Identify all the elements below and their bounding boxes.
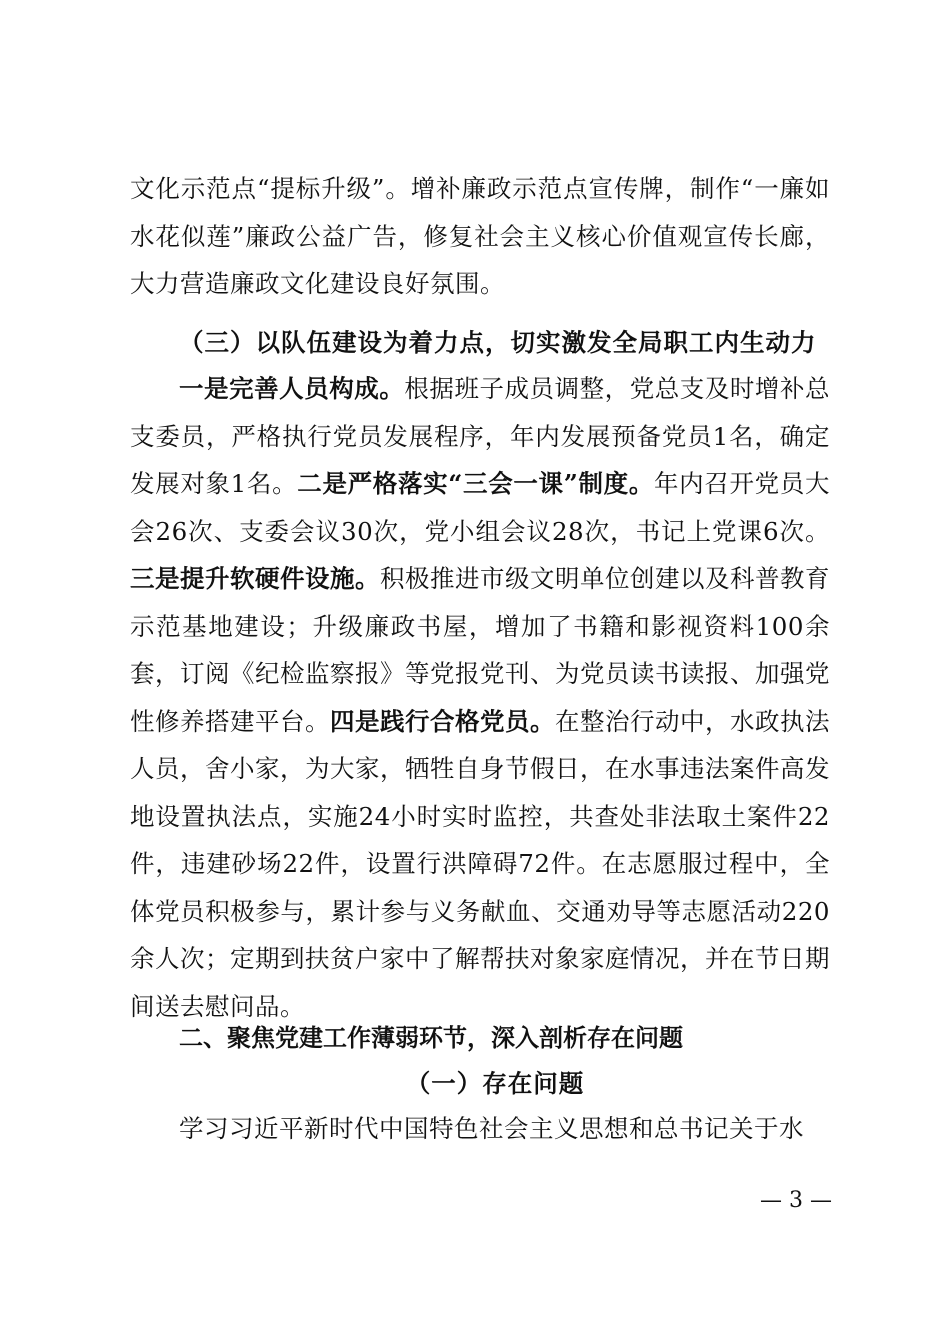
- paragraph-text-3: 积极推进市级文明单位创建以及科普教育示范基地建设；升级廉政书屋，增加了书籍和影视资料100余套，订阅《纪检监察报》等党报党刊、为党员读书读报、加强党性修养搭建平台。: [130, 564, 830, 736]
- paragraph-text: 文化示范点“提标升级”。增补廉政示范点宣传牌，制作“一廉如水花似莲”廉政公益广告，修复社会主义核心价值观宣传长廊，大力营造廉政文化建设良好氛围。: [130, 174, 830, 298]
- paragraph-text: 学习习近平新时代中国特色社会主义思想和总书记关于水: [179, 1114, 804, 1143]
- keyword-phrase-3: 三是提升软硬件设施。: [130, 564, 380, 593]
- section-heading-2: 二、聚焦党建工作薄弱环节，深入剖析存在问题: [179, 1024, 683, 1052]
- section-subheading-3: （三）以队伍建设为着力点，切实激发全局职工内生动力: [179, 328, 817, 357]
- paragraph-existing-problems: [130, 1105, 830, 1153]
- paragraph-body: [130, 365, 830, 1030]
- page-number: — 3 —: [760, 1188, 832, 1213]
- keyword-phrase-4: 四是践行合格党员。: [330, 706, 555, 736]
- paragraph-text-1: 根据班子成员调整，党总支及时增补总支委员，严格执行党员发展程序，年内发展预备党员1名，确定发展对象1名。: [130, 374, 830, 498]
- paragraph-text-4: 在整治行动中，水政执法人员，舍小家，为大家，牺牲自身节假日，在水事违法案件高发地设置执法点，实施24小时实时监控，共查处非法取土案件22件，违建砂场22件，设置行洪障碍72件。在志愿服过程中，全体党员积极参与，累计参与义务献血、交通劝导等志愿活动220余人次；定期到扶贫户家中了解帮扶对象家庭情况，并在节日期间送去慰问品。: [130, 706, 830, 1021]
- paragraph-team-building: [130, 365, 830, 1030]
- keyword-phrase-2: 二是严格落实“三会一课”制度。: [297, 469, 654, 498]
- section-subheading-existing-problems: （一）存在问题: [405, 1069, 585, 1098]
- keyword-phrase-1: 一是完善人员构成。: [179, 374, 405, 403]
- paragraph-continuation: [130, 165, 830, 308]
- paragraph-text-2: 年内召开党员大会26次、支委会议30次，党小组会议28次，书记上党课6次。: [130, 469, 831, 546]
